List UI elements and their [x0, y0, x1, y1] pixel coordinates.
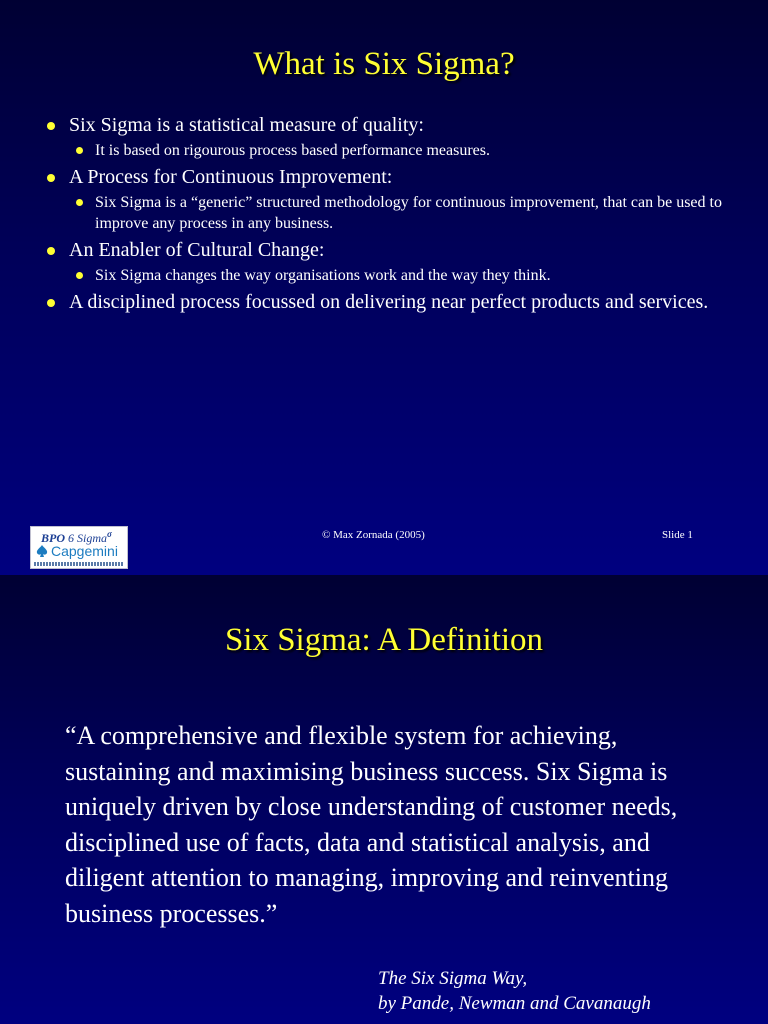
- slide-title: What is Six Sigma?: [253, 46, 515, 82]
- bullet-item: [44, 290, 734, 314]
- bullet-text: A Process for Continuous Improvement:: [69, 166, 393, 188]
- bpo-capgemini-logo: [30, 526, 128, 569]
- sub-bullet-text: It is based on rigourous process based performance measures.: [95, 142, 490, 159]
- bullet-dot-icon: [47, 122, 55, 130]
- logo-company-text: Capgemini: [51, 543, 118, 559]
- bullet-item: [44, 238, 734, 262]
- sub-bullet-text: Six Sigma changes the way organisations work and the way they think.: [95, 267, 551, 284]
- bullet-item: [44, 165, 734, 189]
- logo-tagline-strip: [34, 562, 124, 566]
- bullet-list: [44, 113, 734, 317]
- bullet-dot-icon: [47, 299, 55, 307]
- bullet-dot-icon: [47, 247, 55, 255]
- slide-six-sigma-definition: [0, 575, 768, 1024]
- bullet-text: An Enabler of Cultural Change:: [69, 239, 325, 261]
- source-authors: by Pande, Newman and Cavanaugh: [378, 993, 651, 1014]
- capgemini-spade-icon: [35, 544, 49, 558]
- sub-bullet-text: Six Sigma is a “generic” structured methodology for continuous improvement, that can be used to improve any process in any business.: [95, 194, 722, 232]
- bullet-text: Six Sigma is a statistical measure of quality:: [69, 114, 424, 136]
- bullet-dot-icon: [76, 147, 83, 154]
- logo-bpo-text: BPO 6 Sigma$^\sigma$: [41, 529, 112, 545]
- sub-bullet-item: [44, 140, 734, 161]
- quote-source: [378, 966, 651, 1016]
- definition-quote: “A comprehensive and flexible system for achieving, sustaining and maximising business success. Six Sigma is uniquely driven by close understanding of customer needs, disciplined use of facts, data and statistical analysis, and diligent attention to managing, improving and reinventing business processes.”: [65, 721, 678, 928]
- bullet-dot-icon: [47, 174, 55, 182]
- source-book: The Six Sigma Way,: [378, 968, 528, 989]
- slide-number: Slide 1: [662, 529, 693, 541]
- bullet-dot-icon: [76, 272, 83, 279]
- bullet-item: [44, 113, 734, 137]
- copyright-text: © Max Zornada (2005): [322, 529, 425, 541]
- sub-bullet-item: [44, 192, 734, 234]
- slide-title: Six Sigma: A Definition: [224, 622, 544, 658]
- sub-bullet-item: [44, 265, 734, 286]
- bullet-dot-icon: [76, 199, 83, 206]
- bullet-text: A disciplined process focussed on delivering near perfect products and services.: [69, 291, 709, 313]
